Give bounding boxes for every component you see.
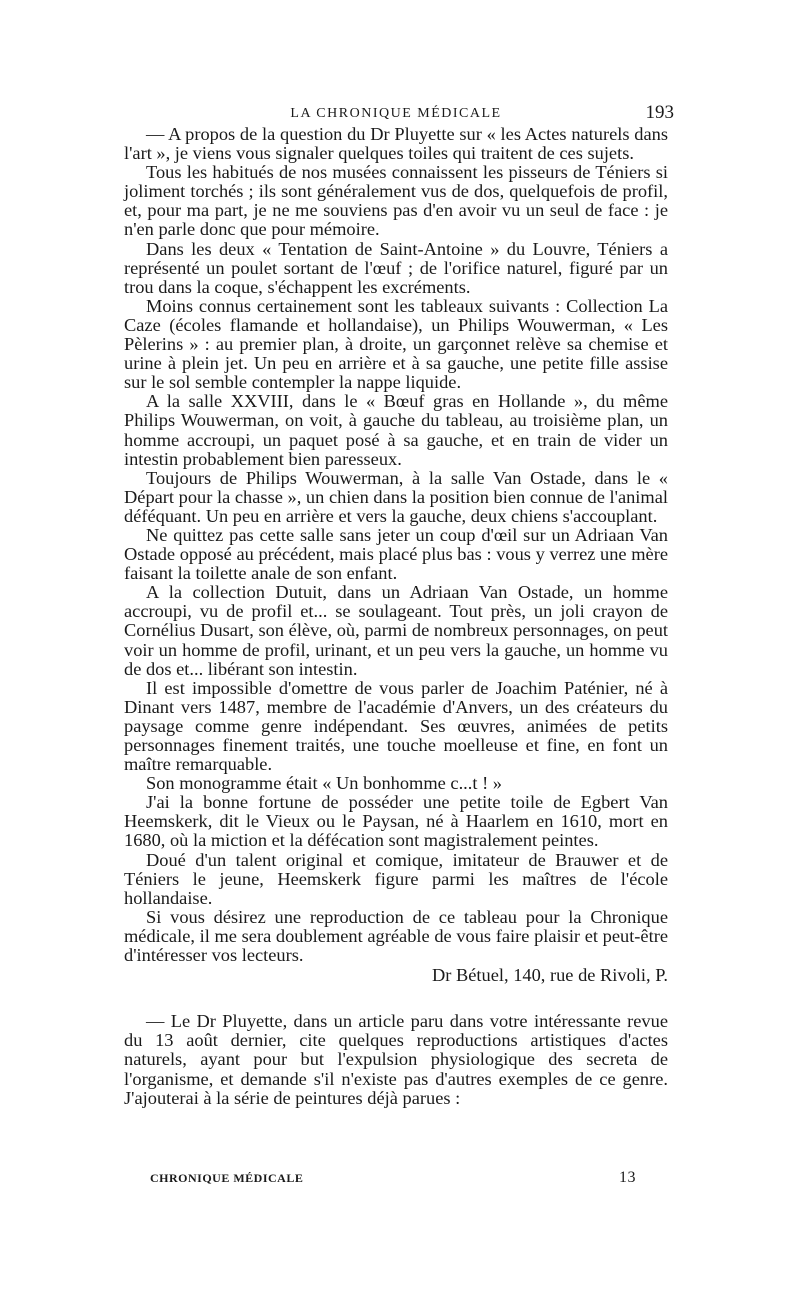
paragraph: Toujours de Philips Wouwerman, à la salle Van Ostade, dans le « Départ pour la chasse », un chien dans la position bien connue de l'animal déféquant. Un peu en arrière et vers la gauche, deux chiens s'accouplant. [124, 467, 668, 526]
paragraph: Moins connus certainement sont les tableaux suivants : Collection La Caze (écoles flamande et hollandaise), un Philips Wouwerman, « Les Pèlerins » : au premier plan, à droite, un garçonnet relève sa chemise et urine à plein jet. Un peu en arrière et à sa gauche, une petite fille assise sur le sol semble contempler la nappe liquide. [124, 295, 668, 393]
running-title: LA CHRONIQUE MÉDICALE [290, 106, 502, 121]
paragraph: — A propos de la question du Dr Pluyette sur « les Actes naturels dans l'art », je viens vous signaler quelques toiles qui traitent de ces sujets. [124, 124, 668, 164]
footer-signature-mark: CHRONIQUE MÉDICALE [150, 1171, 304, 1185]
paragraph: Ne quittez pas cette salle sans jeter un coup d'œil sur un Adriaan Van Ostade opposé au précédent, mais placé plus bas : vous y verrez une mère faisant la toilette anale de son enfant. [124, 524, 668, 584]
paragraph: Son monogramme était « Un bonhomme c...t ! » [146, 773, 503, 794]
paragraph: J'ai la bonne fortune de posséder une petite toile de Egbert Van Heemskerk, dit le Vieux ou le Paysan, né à Haarlem en 1610, mort en 1680, où la miction et la défécation sont magistralement peintes. [124, 792, 668, 851]
paragraph: Dans les deux « Tentation de Saint-Antoine » du Louvre, Téniers a représenté un poulet sortant de l'œuf ; de l'orifice naturel, figuré par un trou dans la coque, s'échappent les excréments. [124, 238, 668, 297]
paragraph: A la salle XXVIII, dans le « Bœuf gras en Hollande », du même Philips Wouwerman, on voit, à gauche du tableau, au troisième plan, un homme accroupi, un paquet posé à sa gauche, et en train de vider un intestin probablement bien paresseux. [124, 391, 668, 469]
paragraph: Doué d'un talent original et comique, imitateur de Brauwer et de Téniers le jeune, Heemskerk figure parmi les maîtres de l'école hollandaise. [124, 849, 668, 908]
paragraph: Il est impossible d'omettre de vous parler de Joachim Paténier, né à Dinant vers 1487, membre de l'académie d'Anvers, un des créateurs du paysage comme genre indépendant. Ses œuvres, animées de petits personnages finement traités, une touche moelleuse et fine, en font un maître remarquable. [124, 677, 668, 775]
page-number: 193 [645, 102, 674, 123]
paragraph: Tous les habitués de nos musées connaissent les pisseurs de Téniers si joliment torchés ; ils sont généralement vus de dos, quelquefois de profil, et, pour ma part, je ne me souviens pas d'en avoir vu un seul de face : je n'en parle donc que pour mémoire. [124, 162, 668, 240]
footer-sheet-number: 13 [619, 1169, 636, 1186]
page-footer [150, 1169, 636, 1187]
paragraph: A la collection Dutuit, dans un Adriaan Van Ostade, un homme accroupi, vu de profil et... se soulageant. Tout près, un joli crayon de Cornélius Dusart, son élève, où, parmi de nombreux personnages, on peut voir un homme de profil, urinant, et un peu vers la gauche, un homme vu de dos et... libérant son intestin. [124, 582, 668, 679]
author-signature: Dr Bétuel, 140, rue de Rivoli, P. [432, 965, 668, 986]
article-body [124, 125, 668, 1108]
closing-paragraph: — Le Dr Pluyette, dans un article paru dans votre intéressante revue du 13 août dernier, cite quelques reproductions artistiques d'actes naturels, ayant pour but l'expulsion physiologique des secreta de l'organisme, et demande s'il n'existe pas d'autres exemples de ce genre. J'ajouterai à la série de peintures déjà parues : [124, 1011, 668, 1108]
paragraph: Si vous désirez une reproduction de ce tableau pour la Chronique médicale, il me sera doublement agréable de vous faire plaisir et peut-être d'intéresser vos lecteurs. [124, 906, 668, 966]
page-header [124, 102, 674, 126]
